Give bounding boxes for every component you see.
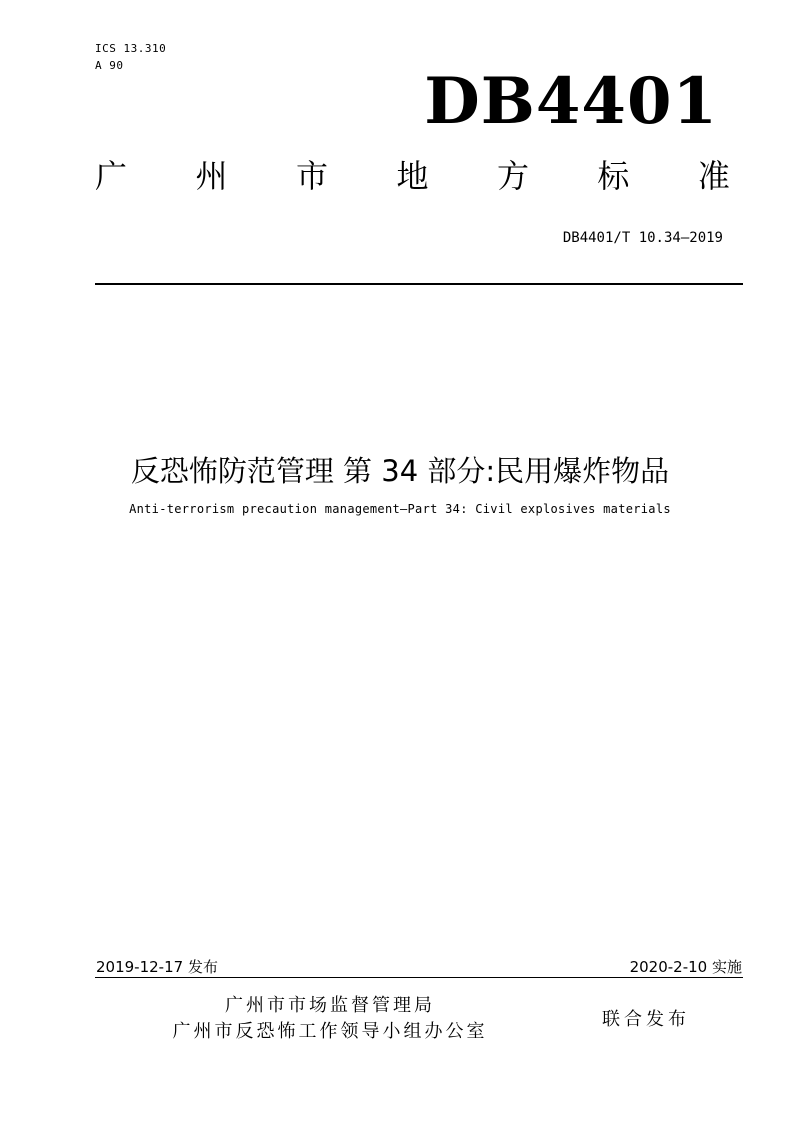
footer-divider (95, 977, 743, 978)
classification-codes (95, 40, 166, 74)
joint-release-label: 联合发布 (602, 1009, 690, 1030)
header-divider (95, 283, 743, 285)
ics-code: ICS 13.310 (95, 42, 167, 55)
standard-type-char: 市 (295, 157, 328, 195)
standard-type-heading (95, 152, 730, 200)
standard-type-char: 州 (195, 157, 228, 195)
standard-code-heading: DB4401 (424, 64, 718, 139)
standard-type-char: 准 (697, 157, 730, 195)
document-title-chinese: 反恐怖防范管理 第 34 部分:民用爆炸物品 (130, 454, 670, 488)
standard-number: DB4401/T 10.34—2019 (562, 230, 723, 246)
standard-type-char: 标 (597, 157, 630, 195)
standard-type-char: 地 (396, 157, 429, 195)
document-title-english: Anti-terrorism precaution management—Part 34: Civil explosives materials (129, 502, 671, 516)
ccs-code: A 90 (95, 59, 124, 72)
implement-date: 2020-2-10 实施 (629, 958, 742, 976)
issuing-authorities (95, 993, 565, 1045)
standard-type-char: 广 (95, 157, 128, 195)
standard-type-char: 方 (496, 157, 529, 195)
issuer-line: 广州市市场监督管理局 (225, 995, 435, 1016)
publish-date: 2019-12-17 发布 (96, 958, 218, 976)
issuer-line: 广州市反恐怖工作领导小组办公室 (172, 1021, 488, 1042)
